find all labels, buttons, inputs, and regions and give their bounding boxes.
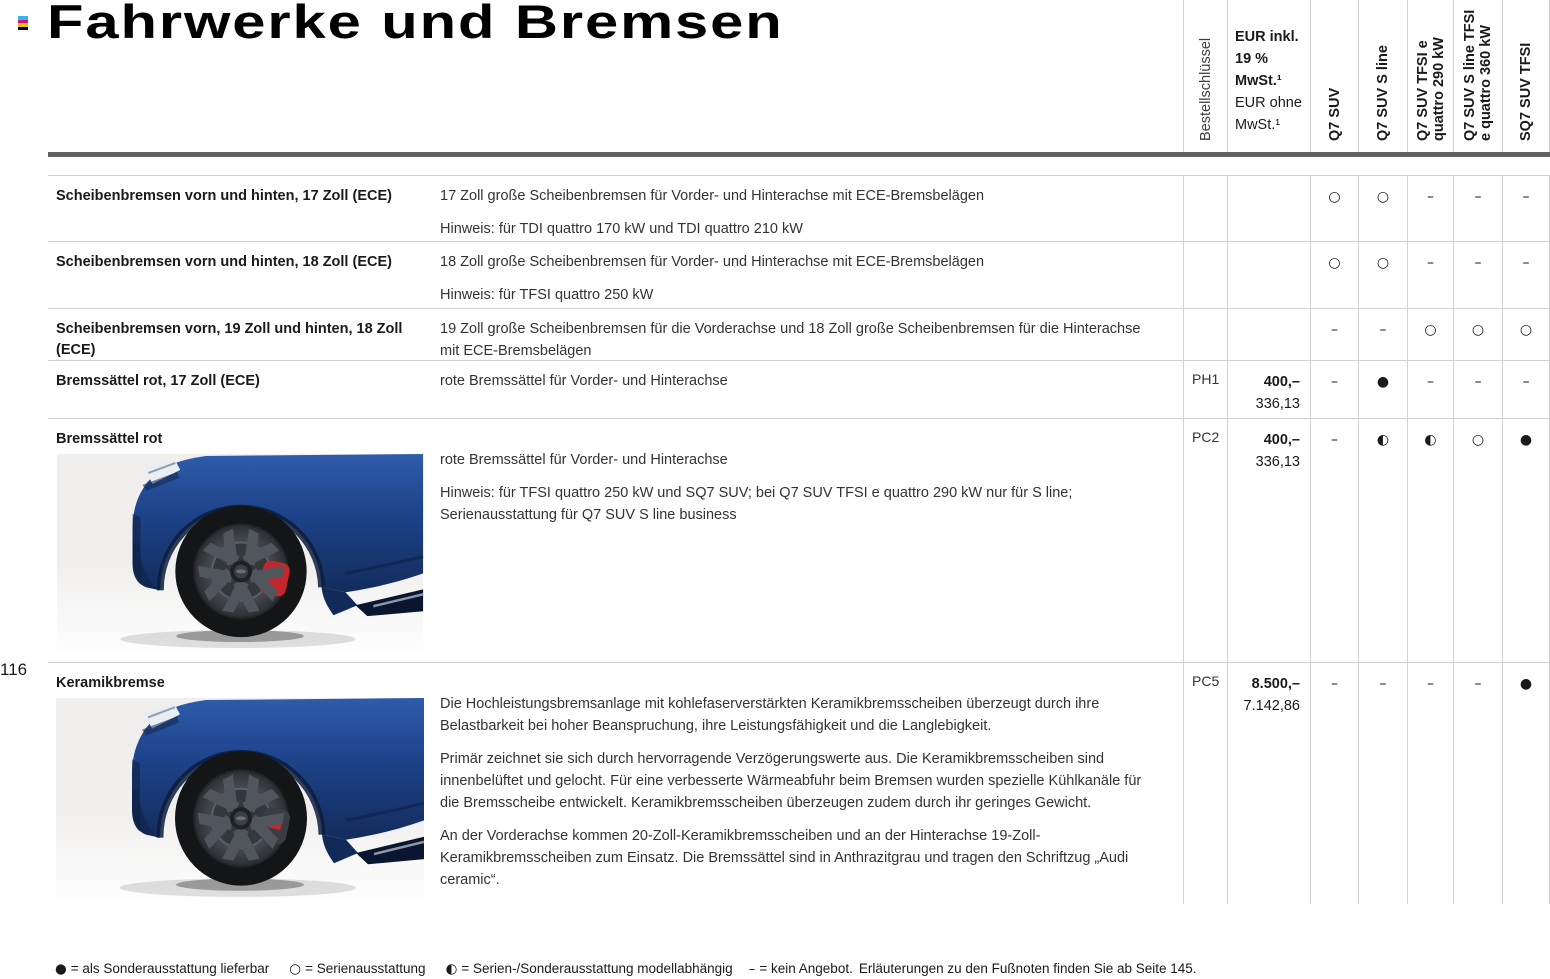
- price-header-line: MwSt.¹: [1235, 117, 1281, 133]
- legend-item: [55, 961, 269, 977]
- availability-q7-s-line-tfsi-e-360: –: [1453, 176, 1502, 241]
- options-table: [48, 175, 1550, 904]
- price-incl-vat: 400,–: [1263, 374, 1300, 390]
- option-description: An der Vorderachse kommen 20-Zoll-Keramikbremsscheiben und an der Hinterachse 19-Zoll-Keramikbremsscheiben zum Einsatz. Die Bremssättel sind in Anthrazitgrau und tragen den Schriftzug „Audi ceramic“.: [440, 828, 1129, 888]
- availability-q7-s-line-tfsi-e-360: ○: [1453, 309, 1502, 360]
- option-description: 17 Zoll große Scheibenbremsen für Vorder- und Hinterachse mit ECE-Bremsbelägen: [440, 188, 985, 204]
- order-code: PH1: [1183, 361, 1227, 418]
- availability-q7-tfsi-e-290: –: [1407, 176, 1453, 241]
- availability-q7-suv: –: [1310, 419, 1358, 662]
- open-circle-symbol: ○: [289, 961, 302, 977]
- availability-sq7: –: [1502, 361, 1550, 418]
- cmyk-registration-mark-icon: [18, 16, 28, 30]
- table-row: [48, 176, 1550, 242]
- header-col-model-q7-suv-s-line: [1358, 0, 1407, 153]
- price-header-line: 19 % MwSt.¹: [1235, 51, 1282, 89]
- price-header-line: EUR ohne: [1235, 95, 1302, 111]
- option-name: Keramikbremse: [56, 675, 165, 691]
- option-note: Hinweis: für TFSI quattro 250 kW und SQ7 SUV; bei Q7 SUV TFSI e quattro 290 kW nur für S line; Serienausstattung für Q7 SUV S line business: [440, 485, 1073, 523]
- table-row: [48, 242, 1550, 309]
- header-col-model-q7-tfsi-e-290: [1407, 0, 1453, 153]
- availability-q7-suv: –: [1310, 663, 1358, 904]
- footer-legend: [55, 961, 1197, 977]
- header-divider-rule: [48, 152, 1550, 157]
- filled-circle-symbol: ●: [55, 961, 67, 977]
- table-row: [48, 419, 1550, 663]
- availability-q7-s-line-tfsi-e-360: –: [1453, 242, 1502, 308]
- order-code: [1183, 176, 1227, 241]
- model-header-label: Q7 SUV: [1326, 87, 1343, 141]
- legend-text: = Serien-/Sonderausstattung modellabhängig: [461, 961, 733, 976]
- availability-q7-suv: ○: [1310, 176, 1358, 241]
- availability-sq7: –: [1502, 176, 1550, 241]
- model-header-label: Q7 SUV TFSI e quattro 290 kW: [1414, 37, 1447, 141]
- legend-item: [289, 961, 425, 977]
- price-excl-vat: 336,13: [1255, 454, 1300, 470]
- table-row: [48, 309, 1550, 361]
- page-title: Fahrwerke und Bremsen: [47, 0, 784, 48]
- legend-text: = als Sonderausstattung lieferbar: [70, 961, 270, 976]
- availability-q7-s-line-tfsi-e-360: ○: [1453, 419, 1502, 662]
- availability-q7-tfsi-e-290: –: [1407, 361, 1453, 418]
- table-row: [48, 361, 1550, 419]
- availability-sq7: ●: [1502, 663, 1550, 904]
- legend-item: [446, 961, 733, 977]
- availability-q7-suv: –: [1310, 309, 1358, 360]
- availability-q7-suv: ○: [1310, 242, 1358, 308]
- availability-q7-tfsi-e-290: ◐: [1407, 419, 1453, 662]
- option-description: 19 Zoll große Scheibenbremsen für die Vorderachse und 18 Zoll große Scheibenbremsen für die Hinterachse mit ECE-Bremsbelägen: [440, 321, 1141, 359]
- model-header-label: Q7 SUV S line: [1375, 45, 1391, 141]
- option-name: Scheibenbremsen vorn und hinten, 17 Zoll (ECE): [56, 188, 392, 204]
- availability-q7-tfsi-e-290: –: [1407, 663, 1453, 904]
- availability-q7-suv-s-line: –: [1358, 663, 1407, 904]
- table-row: [48, 663, 1550, 904]
- order-code: PC5: [1183, 663, 1227, 904]
- availability-q7-suv-s-line: ◐: [1358, 419, 1407, 662]
- legend-item: [749, 961, 853, 977]
- blue-audi-q7-wheel-ceramic-brake-image: [56, 698, 424, 902]
- availability-q7-tfsi-e-290: ○: [1407, 309, 1453, 360]
- option-name: Scheibenbremsen vorn, 19 Zoll und hinten, 18 Zoll (ECE): [56, 321, 403, 358]
- availability-q7-s-line-tfsi-e-360: –: [1453, 663, 1502, 904]
- availability-q7-suv-s-line: ○: [1358, 242, 1407, 308]
- availability-q7-suv-s-line: ○: [1358, 176, 1407, 241]
- model-header-label: SQ7 SUV TFSI: [1518, 42, 1534, 141]
- footnote-reference: Erläuterungen zu den Fußnoten finden Sie ab Seite 145.: [858, 961, 1197, 976]
- blue-audi-q7-wheel-red-caliper-image: [56, 454, 424, 653]
- availability-sq7: ○: [1502, 309, 1550, 360]
- order-code: PC2: [1183, 419, 1227, 662]
- model-header-label: Q7 SUV S line TFSI e quattro 360 kW: [1462, 9, 1494, 141]
- header-col-model-sq7: [1502, 0, 1550, 153]
- availability-sq7: ●: [1502, 419, 1550, 662]
- header-col-order-code: [1183, 0, 1227, 153]
- price-excl-vat: 7.142,86: [1243, 698, 1300, 714]
- availability-q7-suv-s-line: ●: [1358, 361, 1407, 418]
- legend-text: = Serienausstattung: [305, 961, 426, 976]
- order-code: [1183, 242, 1227, 308]
- option-description: 18 Zoll große Scheibenbremsen für Vorder- und Hinterachse mit ECE-Bremsbelägen: [440, 254, 985, 270]
- page-number: 116: [0, 660, 28, 679]
- price-incl-vat: 400,–: [1263, 432, 1300, 448]
- price-excl-vat: 336,13: [1255, 396, 1300, 412]
- option-note: Hinweis: für TFSI quattro 250 kW: [440, 287, 654, 303]
- availability-q7-suv-s-line: –: [1358, 309, 1407, 360]
- half-circle-symbol: ◐: [445, 961, 458, 977]
- dash-symbol: –: [748, 961, 756, 977]
- option-description: Primär zeichnet sie sich durch hervorragende Verzögerungswerte aus. Die Keramikbremsscheiben sind innenbelüftet und gelocht. Für eine verbesserte Wärmeabfuhr beim Bremsen wurden spezielle Kühlkanäle für die Bremsscheibe entwickelt. Keramikbremsscheiben überzeugen zudem durch ihr geringes Gewicht.: [440, 751, 1142, 811]
- header-col-price: [1227, 0, 1310, 153]
- price-header-line: EUR inkl.: [1235, 29, 1299, 45]
- option-description: Die Hochleistungsbremsanlage mit kohlefaserverstärkten Keramikbremsscheiben überzeugt durch ihre Belastbarkeit bei hoher Beanspruchung, ihre Leistungsfähigkeit und die Langlebigkeit.: [440, 696, 1100, 734]
- availability-q7-s-line-tfsi-e-360: –: [1453, 361, 1502, 418]
- order-code: [1183, 309, 1227, 360]
- legend-text: = kein Angebot.: [759, 961, 853, 976]
- option-note: Hinweis: für TDI quattro 170 kW und TDI quattro 210 kW: [440, 221, 803, 237]
- availability-q7-tfsi-e-290: –: [1407, 242, 1453, 308]
- availability-sq7: –: [1502, 242, 1550, 308]
- option-name: Scheibenbremsen vorn und hinten, 18 Zoll (ECE): [56, 254, 392, 270]
- option-description: rote Bremssättel für Vorder- und Hinterachse: [440, 373, 728, 389]
- option-name: Bremssättel rot: [56, 431, 163, 447]
- option-description: rote Bremssättel für Vorder- und Hinterachse: [440, 452, 728, 468]
- option-name: Bremssättel rot, 17 Zoll (ECE): [56, 373, 260, 389]
- order-code-header-label: Bestellschlüssel: [1197, 37, 1214, 141]
- header-col-model-q7-s-line-tfsi-e-360: [1453, 0, 1502, 153]
- availability-q7-suv: –: [1310, 361, 1358, 418]
- price-incl-vat: 8.500,–: [1251, 676, 1300, 692]
- header-col-model-q7-suv: [1310, 0, 1358, 153]
